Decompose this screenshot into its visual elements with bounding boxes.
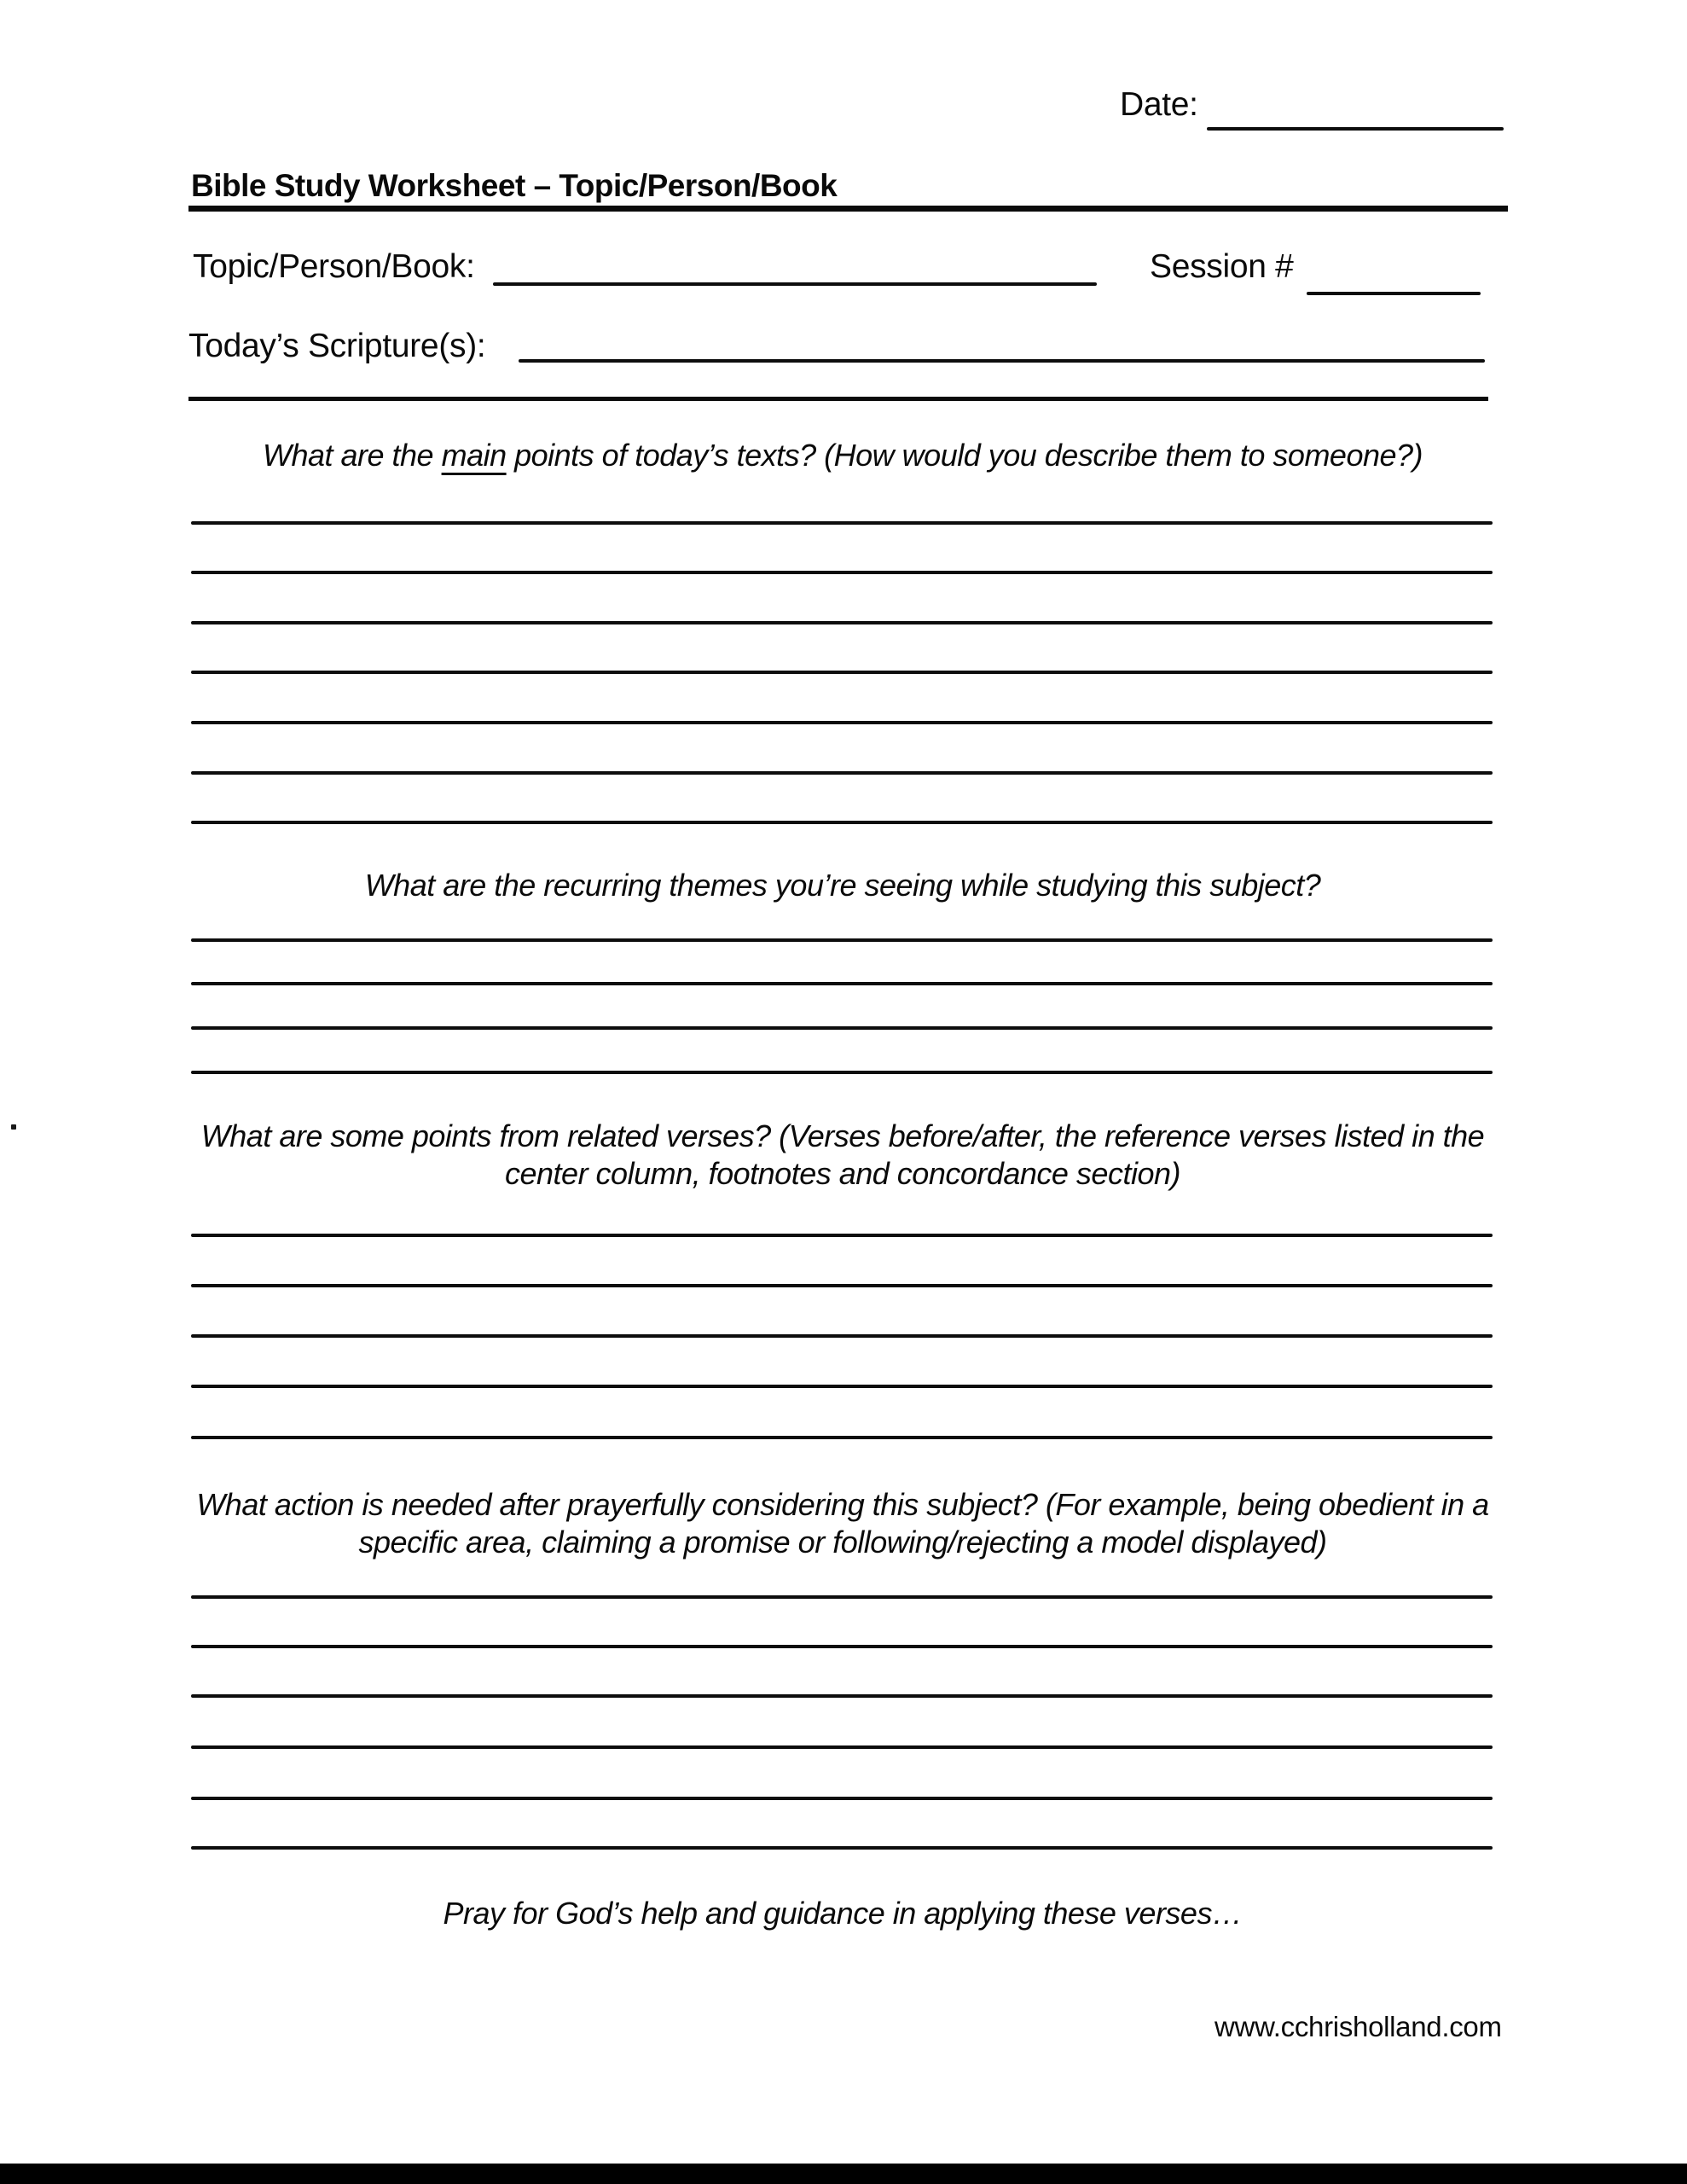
writing-line: [191, 1645, 1493, 1648]
writing-line: [191, 1234, 1493, 1237]
date-blank-line: [1207, 127, 1504, 131]
website-url: www.cchrisholland.com: [1215, 2011, 1502, 2042]
scan-artifact-dot: [11, 1124, 16, 1130]
writing-line: [191, 1026, 1493, 1030]
page-title: Bible Study Worksheet – Topic/Person/Book: [191, 168, 838, 203]
question-action-needed: What action is needed after prayerfully considering this subject? (For example, being obedient in a specific area, claiming a promise or following/rejecting a model displayed): [196, 1487, 1489, 1560]
scripture-label: Today’s Scripture(s):: [188, 328, 486, 364]
writing-line: [191, 1694, 1493, 1698]
writing-line: [191, 671, 1493, 674]
session-blank-line: [1307, 292, 1481, 295]
writing-line: [191, 1797, 1493, 1800]
scripture-blank-line: [519, 359, 1485, 363]
writing-line: [191, 1385, 1493, 1388]
question-main-points: [191, 437, 1494, 474]
question-underlined-word: main: [441, 438, 507, 473]
writing-line: [191, 521, 1493, 525]
writing-line: [191, 1745, 1493, 1749]
writing-line: [191, 1071, 1493, 1074]
writing-line: [191, 721, 1493, 724]
topic-label: Topic/Person/Book:: [193, 248, 475, 285]
scan-edge-bar: [0, 2164, 1687, 2184]
writing-line: [191, 1284, 1493, 1287]
writing-line: [191, 1436, 1493, 1439]
writing-line: [191, 771, 1493, 775]
writing-line: [191, 1334, 1493, 1338]
question-related-verses: What are some points from related verses? (Verses before/after, the reference verses listed in the center column, footnotes and concordance section): [200, 1118, 1485, 1191]
title-underline: [188, 206, 1508, 212]
writing-line: [191, 938, 1493, 942]
writing-line: [191, 1846, 1493, 1850]
writing-line: [191, 621, 1493, 624]
writing-line: [191, 982, 1493, 985]
session-label: Session #: [1150, 248, 1294, 285]
writing-line: [191, 1595, 1493, 1599]
question-text-before: What are the: [262, 438, 442, 473]
section-divider: [188, 397, 1488, 401]
writing-line: [191, 571, 1493, 574]
topic-blank-line: [493, 282, 1097, 286]
question-text-after: points of today’s texts? (How would you describe them to someone?): [506, 438, 1423, 473]
date-label: Date:: [1120, 86, 1198, 123]
writing-line: [191, 821, 1493, 824]
prayer-note: Pray for God’s help and guidance in applying these verses…: [443, 1896, 1243, 1931]
question-recurring-themes: What are the recurring themes you’re seeing while studying this subject?: [364, 868, 1321, 903]
